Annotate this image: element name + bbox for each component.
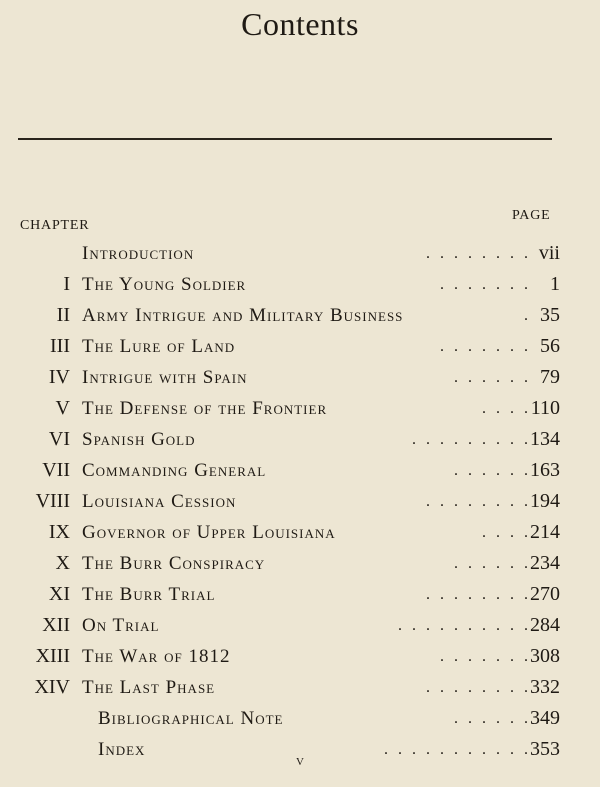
toc-entry (0, 331, 600, 362)
chapter-title: Bibliographical Note (98, 708, 284, 729)
chapter-number: IX (48, 521, 70, 543)
toc-entry (0, 641, 600, 672)
chapter-number: VIII (35, 490, 70, 512)
page-number: 194 (530, 490, 560, 512)
dot-leader: ........... (384, 741, 538, 758)
chapter-number: IV (48, 366, 70, 388)
horizontal-rule (18, 138, 552, 140)
page-number: 134 (530, 428, 560, 450)
dot-leader: ....... (440, 648, 538, 665)
toc-entry (0, 517, 600, 548)
dot-leader: . (524, 307, 538, 324)
page-number: 110 (530, 397, 560, 419)
chapter-title: Index (98, 739, 146, 760)
dot-leader: ......... (412, 431, 538, 448)
toc-entry (0, 238, 600, 269)
dot-leader: ...... (454, 555, 538, 572)
chapter-number: VII (42, 459, 70, 481)
chapter-number: VI (48, 428, 70, 450)
page-number: 214 (530, 521, 560, 543)
chapter-title: The Young Soldier (82, 274, 247, 295)
dot-leader: ........ (426, 586, 538, 603)
chapter-title: The Burr Trial (82, 584, 216, 605)
chapter-number: V (55, 397, 70, 419)
toc-entry (0, 548, 600, 579)
dot-leader: ...... (454, 369, 538, 386)
toc-entry (0, 486, 600, 517)
toc-entry (0, 703, 600, 734)
chapter-number: X (55, 552, 70, 574)
chapter-number: II (56, 304, 70, 326)
toc-entry (0, 579, 600, 610)
chapter-title: The War of 1812 (82, 646, 231, 667)
dot-leader: .... (482, 400, 538, 417)
page-number: 79 (540, 366, 560, 388)
page-number: 308 (530, 645, 560, 667)
toc-entry (0, 672, 600, 703)
toc-entry (0, 393, 600, 424)
chapter-number: XI (48, 583, 70, 605)
chapter-title: Governor of Upper Louisiana (82, 522, 336, 543)
chapter-number: I (63, 273, 70, 295)
page-number: 284 (530, 614, 560, 636)
dot-leader: ........ (426, 245, 538, 262)
chapter-title: Army Intrigue and Military Business (82, 305, 404, 326)
dot-leader: .......... (398, 617, 538, 634)
page-number: 56 (540, 335, 560, 357)
chapter-title: Intrigue with Spain (82, 367, 248, 388)
chapter-title: The Burr Conspiracy (82, 553, 266, 574)
chapter-title: Introduction (82, 243, 195, 264)
chapter-column-header: CHAPTER (20, 218, 90, 233)
chapter-number: III (50, 335, 70, 357)
chapter-title: Spanish Gold (82, 429, 196, 450)
toc-entry (0, 424, 600, 455)
page-column-header: PAGE (512, 208, 551, 223)
chapter-title: Commanding General (82, 460, 267, 481)
dot-leader: ........ (426, 679, 538, 696)
page-number: 353 (530, 738, 560, 760)
page-number: 35 (540, 304, 560, 326)
chapter-title: Louisiana Cession (82, 491, 237, 512)
dot-leader: ...... (454, 710, 538, 727)
chapter-title: The Lure of Land (82, 336, 236, 357)
toc-entry (0, 269, 600, 300)
page-number: vii (538, 242, 560, 264)
chapter-number: XIII (35, 645, 70, 667)
chapter-title: On Trial (82, 615, 160, 636)
page-number: 332 (530, 676, 560, 698)
toc-entry (0, 300, 600, 331)
page-number: 1 (550, 273, 560, 295)
toc-entry (0, 610, 600, 641)
chapter-title: The Defense of the Frontier (82, 398, 328, 419)
page-number: 349 (530, 707, 560, 729)
page-number: 270 (530, 583, 560, 605)
dot-leader: ...... (454, 462, 538, 479)
chapter-title: The Last Phase (82, 677, 216, 698)
dot-leader: .... (482, 524, 538, 541)
page-number: 234 (530, 552, 560, 574)
dot-leader: ....... (440, 276, 538, 293)
chapter-number: XIV (34, 676, 70, 698)
toc-entry (0, 362, 600, 393)
dot-leader: ........ (426, 493, 538, 510)
dot-leader: ....... (440, 338, 538, 355)
page-number: 163 (530, 459, 560, 481)
toc-entry (0, 455, 600, 486)
table-of-contents (0, 238, 600, 765)
page-title: Contents (241, 6, 359, 42)
page-folio: v (296, 752, 304, 769)
chapter-number: XII (42, 614, 70, 636)
